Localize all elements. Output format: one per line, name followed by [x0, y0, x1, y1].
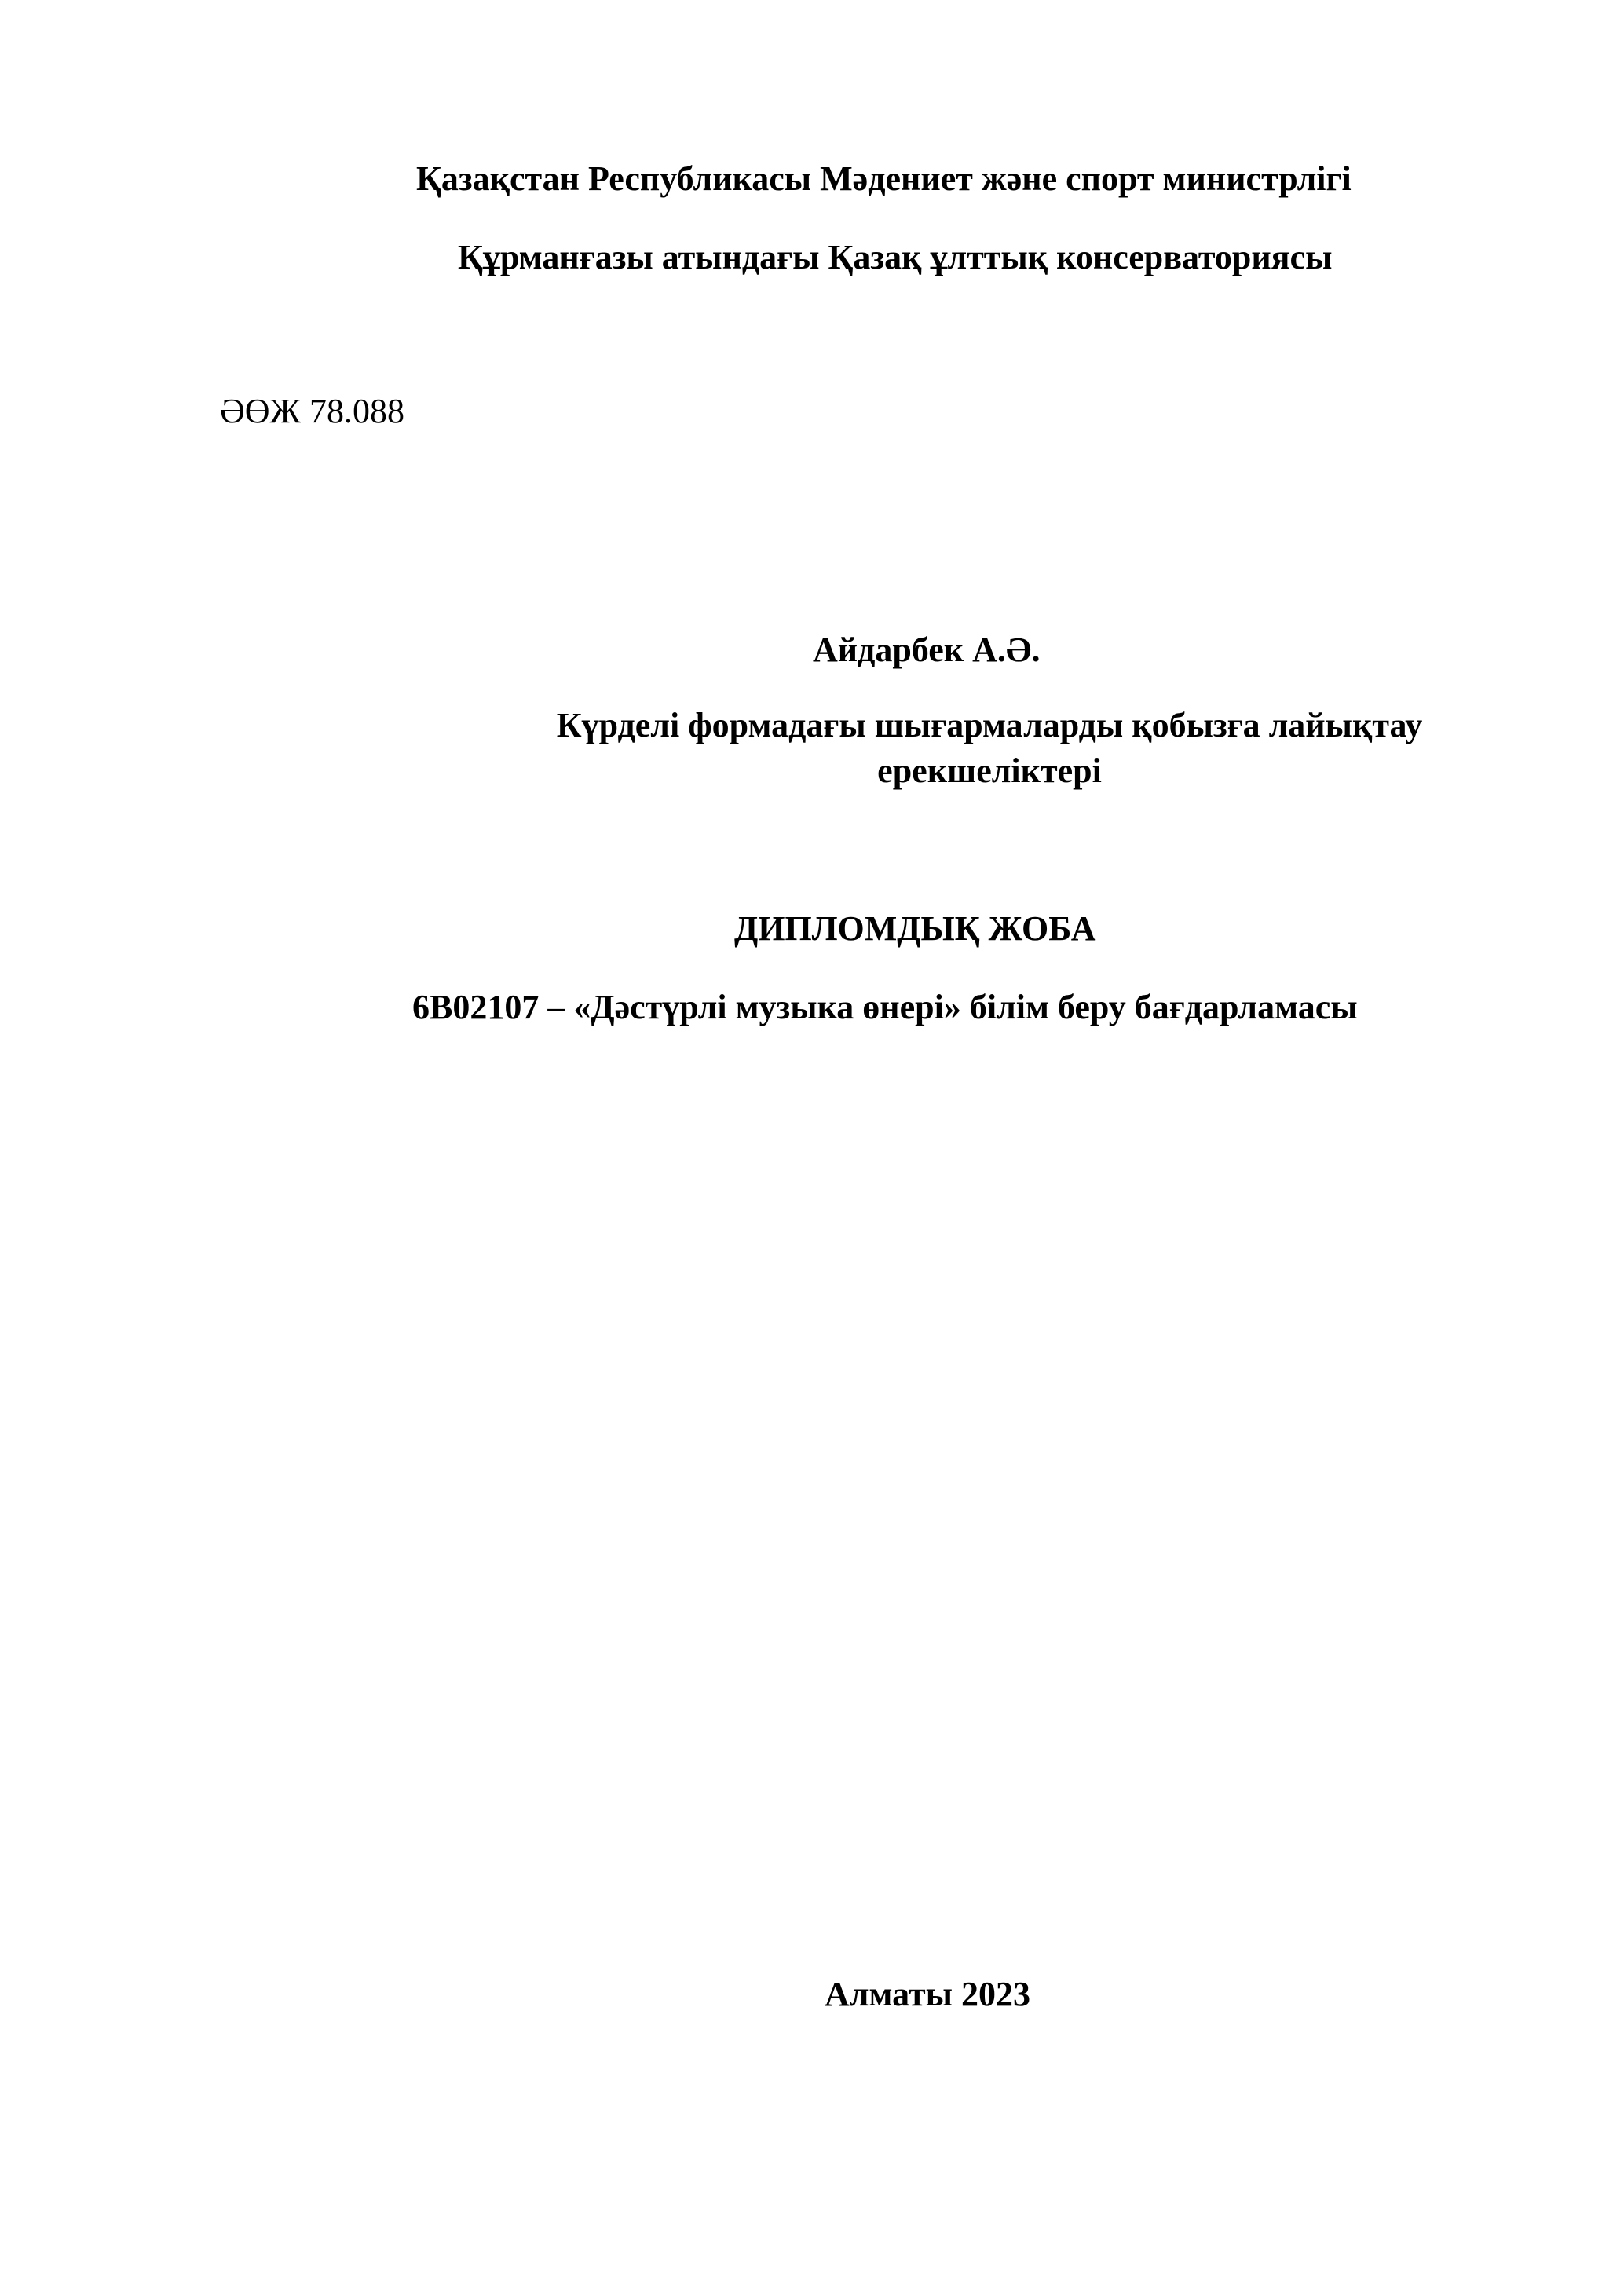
document-type: ДИПЛОМДЫҚ ЖОБА	[734, 909, 1096, 948]
author-name: Айдарбек А.Ә.	[813, 631, 1041, 669]
thesis-title: Күрделі формадағы шығармаларды қобызға лайықтау ерекшеліктері	[556, 706, 1423, 790]
institution-heading: Құрманғазы атындағы Қазақ ұлттық консерваториясы	[458, 238, 1333, 276]
udc-code: ӘӨЖ 78.088	[220, 392, 404, 430]
education-program: 6B02107 – «Дәстүрлі музыка өнері» білім беру бағдарламасы	[412, 988, 1358, 1026]
city-year: Алматы 2023	[825, 1975, 1030, 2013]
ministry-heading: Қазақстан Республикасы Мәдениет және спорт министрлігі	[416, 159, 1352, 198]
